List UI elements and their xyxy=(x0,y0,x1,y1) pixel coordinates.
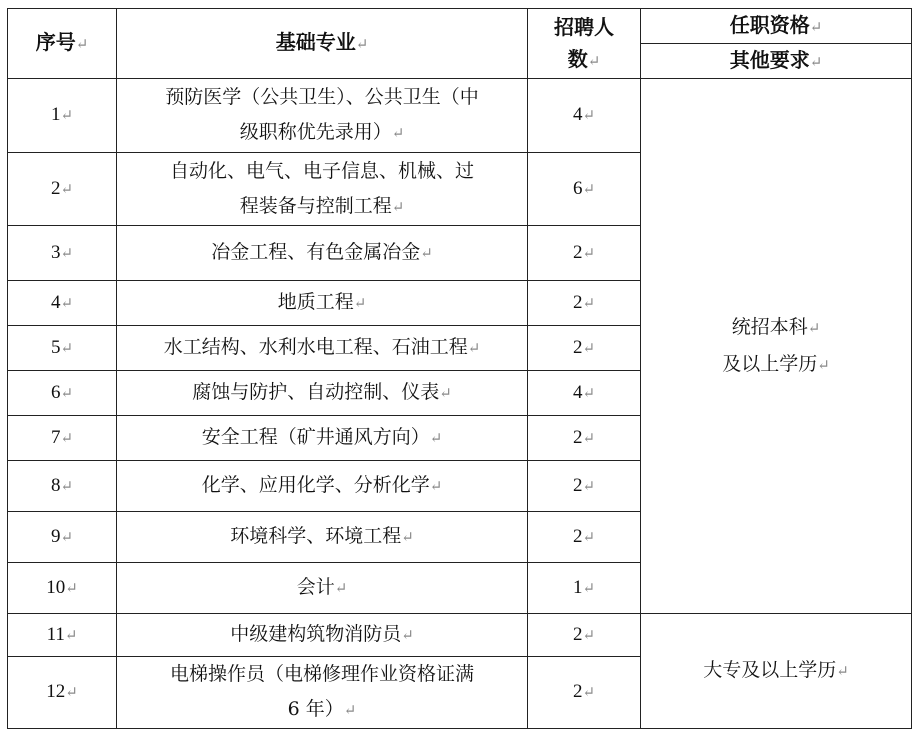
paragraph-mark-icon xyxy=(60,182,73,198)
row-major: 腐蚀与防护、自动控制、仪表 ↵ xyxy=(117,371,528,416)
row-major: 地质工程 ↵ xyxy=(117,281,528,326)
row-seq: 6 ↵ xyxy=(8,371,117,416)
row-count: 4 ↵ xyxy=(528,371,641,416)
paragraph-mark-icon xyxy=(356,35,369,53)
header-other-requirements: 其他要求 ↵ xyxy=(641,44,912,79)
row-seq: 12 ↵ xyxy=(8,657,117,729)
paragraph-mark-icon xyxy=(65,685,78,701)
row-seq: 5 ↵ xyxy=(8,326,117,371)
paragraph-mark-icon xyxy=(65,581,78,597)
row-major: 自动化、电气、电子信息、机械、过 程装备与控制工程 ↵ xyxy=(117,153,528,226)
row-major: 预防医学（公共卫生）、公共卫生（中 级职称优先录用） ↵ xyxy=(117,79,528,153)
paragraph-mark-icon xyxy=(430,477,443,495)
row-count: 2 ↵ xyxy=(528,512,641,563)
paragraph-mark-icon xyxy=(60,386,73,402)
row-major: 会计 ↵ xyxy=(117,563,528,614)
table-row xyxy=(8,79,912,153)
row-seq: 7 ↵ xyxy=(8,416,117,461)
row-major: 电梯操作员（电梯修理作业资格证满 6 年） ↵ xyxy=(117,657,528,729)
paragraph-mark-icon xyxy=(582,685,595,701)
row-seq: 11 ↵ xyxy=(8,614,117,657)
paragraph-mark-icon xyxy=(810,18,823,36)
paragraph-mark-icon xyxy=(60,431,73,447)
row-major: 化学、应用化学、分析化学 ↵ xyxy=(117,461,528,512)
paragraph-mark-icon xyxy=(582,296,595,312)
row-count: 1 ↵ xyxy=(528,563,641,614)
row-major: 水工结构、水利水电工程、石油工程 ↵ xyxy=(117,326,528,371)
paragraph-mark-icon xyxy=(60,479,73,495)
paragraph-mark-icon xyxy=(60,530,73,546)
paragraph-mark-icon xyxy=(354,294,367,312)
paragraph-mark-icon xyxy=(430,429,443,447)
paragraph-mark-icon xyxy=(76,35,89,53)
row-seq: 2 ↵ xyxy=(8,153,117,226)
qualification-bachelor: 统招本科 ↵ 及以上学历 ↵ xyxy=(641,79,912,614)
row-seq: 4 ↵ xyxy=(8,281,117,326)
paragraph-mark-icon xyxy=(582,246,595,262)
paragraph-mark-icon xyxy=(808,319,821,337)
paragraph-mark-icon xyxy=(60,296,73,312)
row-count: 2 ↵ xyxy=(528,416,641,461)
paragraph-mark-icon xyxy=(817,356,830,374)
row-count: 2 ↵ xyxy=(528,281,641,326)
paragraph-mark-icon xyxy=(582,341,595,357)
paragraph-mark-icon xyxy=(588,52,601,70)
row-count: 2 ↵ xyxy=(528,614,641,657)
paragraph-mark-icon xyxy=(582,581,595,597)
paragraph-mark-icon xyxy=(60,341,73,357)
row-count: 2 ↵ xyxy=(528,461,641,512)
row-major: 安全工程（矿井通风方向） ↵ xyxy=(117,416,528,461)
paragraph-mark-icon xyxy=(60,108,73,124)
paragraph-mark-icon xyxy=(60,246,73,262)
row-count: 2 ↵ xyxy=(528,326,641,371)
paragraph-mark-icon xyxy=(65,628,78,644)
paragraph-mark-icon xyxy=(439,384,452,402)
paragraph-mark-icon xyxy=(582,431,595,447)
header-qualification: 任职资格 ↵ xyxy=(641,9,912,44)
paragraph-mark-icon xyxy=(582,530,595,546)
row-seq: 1 ↵ xyxy=(8,79,117,153)
paragraph-mark-icon xyxy=(401,528,414,546)
row-count: 4 ↵ xyxy=(528,79,641,153)
row-major: 冶金工程、有色金属冶金 ↵ xyxy=(117,226,528,281)
table-row xyxy=(8,614,912,657)
paragraph-mark-icon xyxy=(392,124,405,142)
row-major: 环境科学、环境工程 ↵ xyxy=(117,512,528,563)
header-count: 招聘人 数 ↵ xyxy=(528,9,641,79)
paragraph-mark-icon xyxy=(810,53,823,71)
row-major: 中级建构筑物消防员 ↵ xyxy=(117,614,528,657)
row-count: 2 ↵ xyxy=(528,226,641,281)
row-count: 2 ↵ xyxy=(528,657,641,729)
paragraph-mark-icon xyxy=(582,108,595,124)
paragraph-mark-icon xyxy=(836,662,849,680)
paragraph-mark-icon xyxy=(582,182,595,198)
row-seq: 9 ↵ xyxy=(8,512,117,563)
paragraph-mark-icon xyxy=(582,628,595,644)
paragraph-mark-icon xyxy=(401,626,414,644)
recruitment-table xyxy=(7,8,912,729)
paragraph-mark-icon xyxy=(420,244,433,262)
paragraph-mark-icon xyxy=(582,386,595,402)
row-seq: 10 ↵ xyxy=(8,563,117,614)
paragraph-mark-icon xyxy=(335,579,348,597)
header-seq: 序号 ↵ xyxy=(8,9,117,79)
paragraph-mark-icon xyxy=(582,479,595,495)
paragraph-mark-icon xyxy=(468,339,481,357)
paragraph-mark-icon xyxy=(392,198,405,216)
paragraph-mark-icon xyxy=(344,701,357,719)
header-row xyxy=(8,9,912,44)
row-seq: 8 ↵ xyxy=(8,461,117,512)
qualification-associate: 大专及以上学历 ↵ xyxy=(641,614,912,729)
row-count: 6 ↵ xyxy=(528,153,641,226)
row-seq: 3 ↵ xyxy=(8,226,117,281)
header-major: 基础专业 ↵ xyxy=(117,9,528,79)
